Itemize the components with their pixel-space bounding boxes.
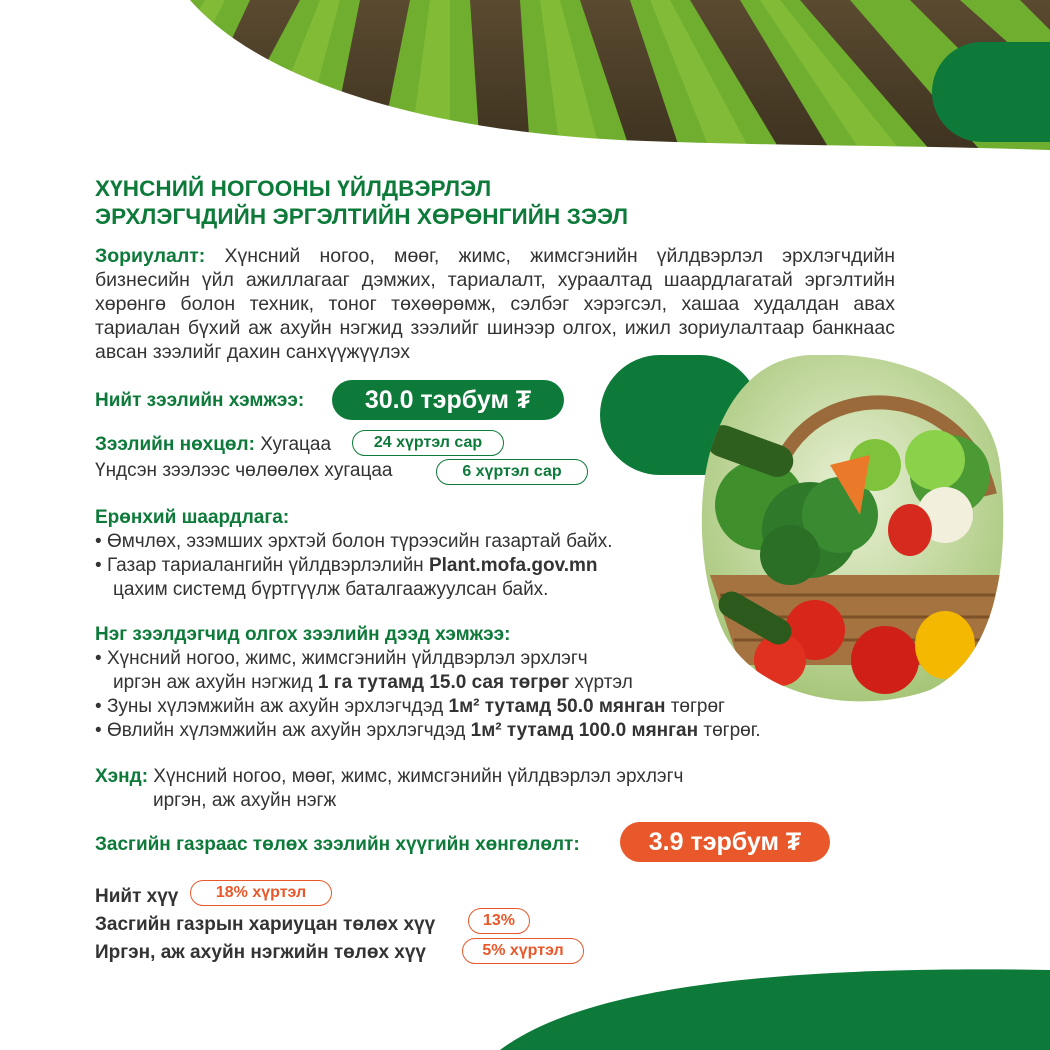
max-loan-item-1-amount: 1 га тутамд 15.0 сая төгрөг [317,672,570,693]
requirement-item-2 [95,554,715,578]
plant-mofa-link: Plant.mofa.gov.mn [428,555,598,576]
bullet-icon: • [95,696,107,717]
requirement-item-2-cont: цахим системд бүртгүүлж баталгаажуулсан байх. [113,579,549,600]
whom-section [95,765,895,813]
whom-label: Хэнд: [95,766,149,787]
max-loan-heading: Нэг зээлдэгчид олгох зээлийн дээд хэмжээ: [95,624,511,645]
max-loan-item-3 [95,719,895,743]
total-loan-row [95,389,304,413]
max-loan-item-2 [95,695,895,719]
requirement-item-1-text: Өмчлөх, эзэмших эрхтэй болон түрээсийн газартай байх. [106,531,613,552]
grace-label: Үндсэн зээлээс чөлөөлөх хугацаа [95,460,393,481]
header-field-image [0,0,1050,150]
gov-rate-badge: 13% [468,908,530,934]
header-green-tab [932,42,1050,142]
purpose-paragraph [95,244,895,364]
total-rate-label: Нийт хүү [95,886,179,907]
whom-text-1: Хүнсний ногоо, мөөг, жимс, жимсгэнийн үйлдвэрлэл эрхлэгч [148,766,684,787]
bullet-icon: • [95,648,107,669]
max-loan-item-2-c: төгрөг [665,696,725,717]
page-title [95,175,628,231]
max-loan-item-1 [95,647,895,671]
term-badge: 24 хүртэл сар [352,430,504,456]
borrower-rate-label: Иргэн, аж ахуйн нэгжийн төлөх хүү [95,942,426,963]
grace-badge: 6 хүртэл сар [436,459,588,485]
subsidy-label: Засгийн газраас төлөх зээлийн хүүгийн хөнгөлөлт: [95,834,580,855]
requirements-section [95,506,715,602]
requirements-heading: Ерөнхий шаардлага: [95,507,290,528]
total-loan-badge: 30.0 тэрбум ₮ [332,380,564,420]
purpose-label: Зориулалт: [95,245,206,267]
whom-line-2: иргэн, аж ахуйн нэгж [153,790,337,811]
requirement-item-1 [95,530,715,554]
total-rate-badge: 18% хүртэл [190,880,332,906]
max-loan-item-1-d: хүртэл [569,672,633,693]
bullet-icon: • [95,720,107,741]
subsidy-row [95,833,580,857]
term-label: Хугацаа [254,434,332,455]
max-loan-item-1-b: иргэн аж ахуйн нэгжид [113,672,318,693]
max-loan-item-2-text: Зуны хүлэмжийн аж ахуйн эрхлэгчдэд [106,696,449,717]
purpose-text: Хүнсний ногоо, мөөг, жимс, жимсгэнийн үйлдвэрлэл эрхлэгчдийн бизнесийн үйл ажиллагааг дэмжих, тариалалт, хураалтад шаардлагатай эргэлтийн хөрөнгө болон техник, тоног төхөөрөмж, сэлбэг хэрэгсэл, хашаа худалдан авах тариалан бүхий аж ахуйн нэгжид зээлийг шинээр олгох, ижил зориулалтаар банкнаас авсан зээлийг дахин санхүүжүүлэх [95,245,895,363]
loan-conditions-term [95,433,331,457]
conditions-label: Зээлийн нөхцөл: [95,434,255,455]
max-loan-item-3-c: төгрөг. [698,720,761,741]
borrower-rate-badge: 5% хүртэл [462,938,584,964]
whom-line-1 [95,765,895,789]
bullet-icon: • [95,531,107,552]
subsidy-badge: 3.9 тэрбум ₮ [620,822,830,862]
max-loan-item-1-cont [95,671,895,695]
gov-rate-label: Засгийн газрын хариуцан төлөх хүү [95,914,436,935]
requirement-item-2-text: Газар тариалангийн үйлдвэрлэлийн [106,555,429,576]
title-line-2: ЭРХЛЭГЧДИЙН ЭРГЭЛТИЙН ХӨРӨНГИЙН ЗЭЭЛ [95,204,629,229]
bottom-green-wave [0,930,1050,1050]
max-loan-item-2-amount: 1м² тутамд 50.0 мянган [448,696,666,717]
bullet-icon: • [95,555,107,576]
max-loan-item-1-text: Хүнсний ногоо, жимс, жимсгэнийн үйлдвэрлэл эрхлэгч [106,648,588,669]
max-loan-item-3-amount: 1м² тутамд 100.0 мянган [470,720,699,741]
max-loan-section [95,623,895,743]
max-loan-item-3-text: Өвлийн хүлэмжийн аж ахуйн эрхлэгчдэд [106,720,471,741]
total-loan-label: Нийт зээлийн хэмжээ: [95,390,305,411]
title-line-1: ХҮНСНИЙ НОГООНЫ ҮЙЛДВЭРЛЭЛ [95,176,492,201]
